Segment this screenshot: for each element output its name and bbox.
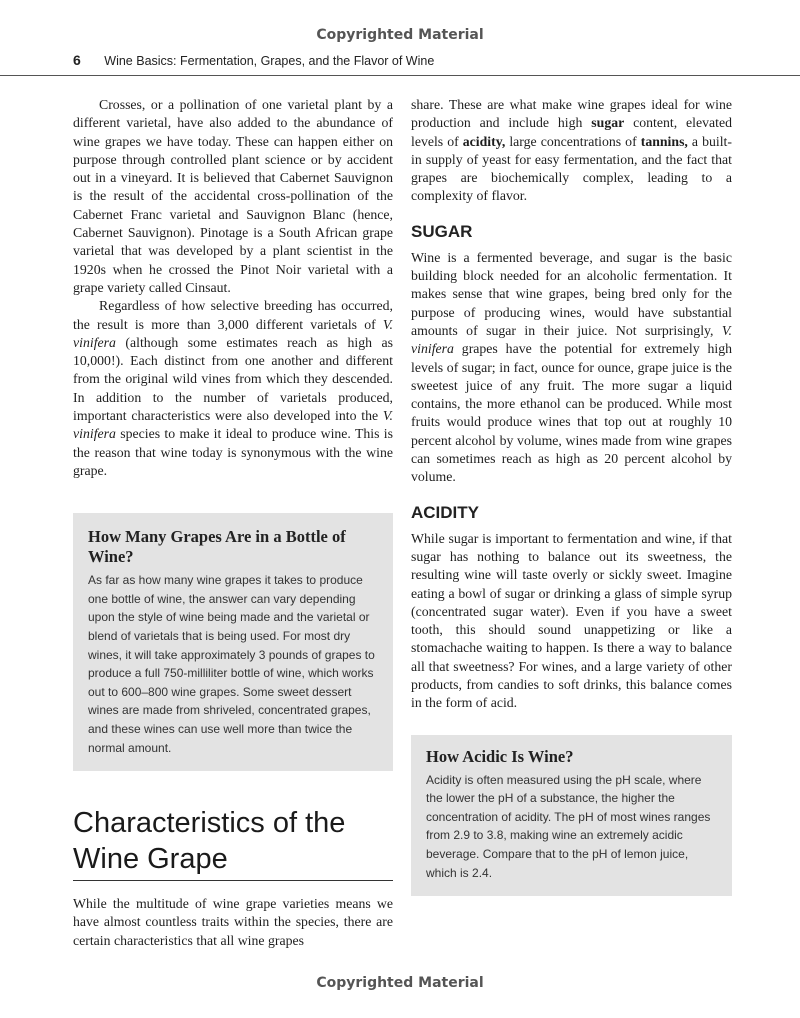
running-title: Wine Basics: Fermentation, Grapes, and the Flavor of Wine [104,54,435,68]
right-column [411,96,732,896]
section-heading: Characteristics of the Wine Grape [73,805,393,881]
left-column [73,96,393,950]
sidebar-body: Acidity is often measured using the pH scale, where the lower the pH of a substance, the higher the concentration of acidity. The pH of most wines ranges from 2.9 to 3.8, making wine an extremely acidic beverage. Compare that to the pH of lemon juice, which is 2.4. [426,772,711,880]
sidebar-grapes-per-bottle [73,513,393,771]
copyright-notice-bottom: Copyrighted Material [316,975,484,991]
sidebar-how-acidic [411,735,732,897]
header-rule [0,75,800,76]
sidebar-title: How Many Grapes Are in a Bottle of Wine? [88,527,346,567]
sidebar-title: How Acidic Is Wine? [426,746,574,766]
sidebar-body: As far as how many wine grapes it takes to produce one bottle of wine, the answer can vary depending upon the style of wine being made and the varietal or blend of varietals that is being used. For most dry wines, it will take approximately 3 pounds of grapes to produce a full 750-milliliter bottle of wine, which works out to 600–800 wine grapes. Some sweet dessert wines are made from shriveled, concentrated grapes, and these wines can use well more than twice the normal amount. [88,573,375,755]
running-header [73,52,434,68]
copyright-notice-top: Copyrighted Material [316,27,484,43]
subheading-sugar: SUGAR [411,221,473,241]
subheading-acidity: ACIDITY [411,502,479,522]
page-number: 6 [73,52,81,68]
paragraph-characteristics-continued: share. These are what make wine grapes ideal for wine production and include high sugar content, elevated levels of acidity, large concentrations of tannins, a built-in supply of yeast for easy fermentation, and the fact that grapes are biochemically complex, leading to a complexity of flavor. [411,97,732,204]
paragraph-sugar: Wine is a fermented beverage, and sugar is the basic building block needed for an alcoholic fermentation. It makes sense that wine grapes, being bred only for the purpose of producing wines, would have substantial amounts of sugar in their juice. Not surprisingly, V. vinifera grapes have the potential for extremely high levels of sugar; in fact, ounce for ounce, grape juice is the sweetest juice of any fruit. The more sugar a liquid contains, the more ethanol can be produced. While most fruits would produce wines that top out at roughly 10 percent alcohol by volume, wines made from wine grapes can sometimes reach as high as 20 percent alcohol by volume. [411,249,732,485]
paragraph-characteristics: While the multitude of wine grape varieties means we have almost countless traits within the species, there are certain characteristics that all wine grapes [73,896,393,948]
paragraph-crosses: Crosses, or a pollination of one varietal plant by a different varietal, have also added to the abundance of wine grapes we have today. These can happen either on purpose through controlled plant science or by accident out in a vineyard. It is believed that Cabernet Sauvignon is the result of the accidental cross-pollination of the Cabernet Franc varietal and Sauvignon Blanc (hence, Cabernet Sauvignon). Pinotage is a South African grape varietal that was developed by a plant scientist in the 1920s when he crossed the Pinot Noir varietal with a grape variety called Cinsaut. [73,97,393,295]
paragraph-selective-breeding: Regardless of how selective breeding has occurred, the result is more than 3,000 different varietals of V. vinifera (although some estimates reach as high as 10,000!). Each distinct from one another and different from the original wild vines from which they descended. In addition to the number of varietals produced, important characteristics were also developed into the V. vinifera species to make it ideal to produce wine. This is the reason that wine today is synonymous with the wine grape. [73,298,393,478]
paragraph-acidity: While sugar is important to fermentation and wine, if that sugar has nothing to balance out its sweetness, the resulting wine will taste overly or sickly sweet. Imagine eating a bowl of sugar or drinking a glass of simple syrup (concentrated sugar water). Even if you have a sweet tooth, this should sound unappetizing or like a stomachache waiting to happen. Is there a way to balance all that sweetness? For wines, and a large variety of other products, from candies to soft drinks, this balance comes in the form of acid. [411,530,732,711]
